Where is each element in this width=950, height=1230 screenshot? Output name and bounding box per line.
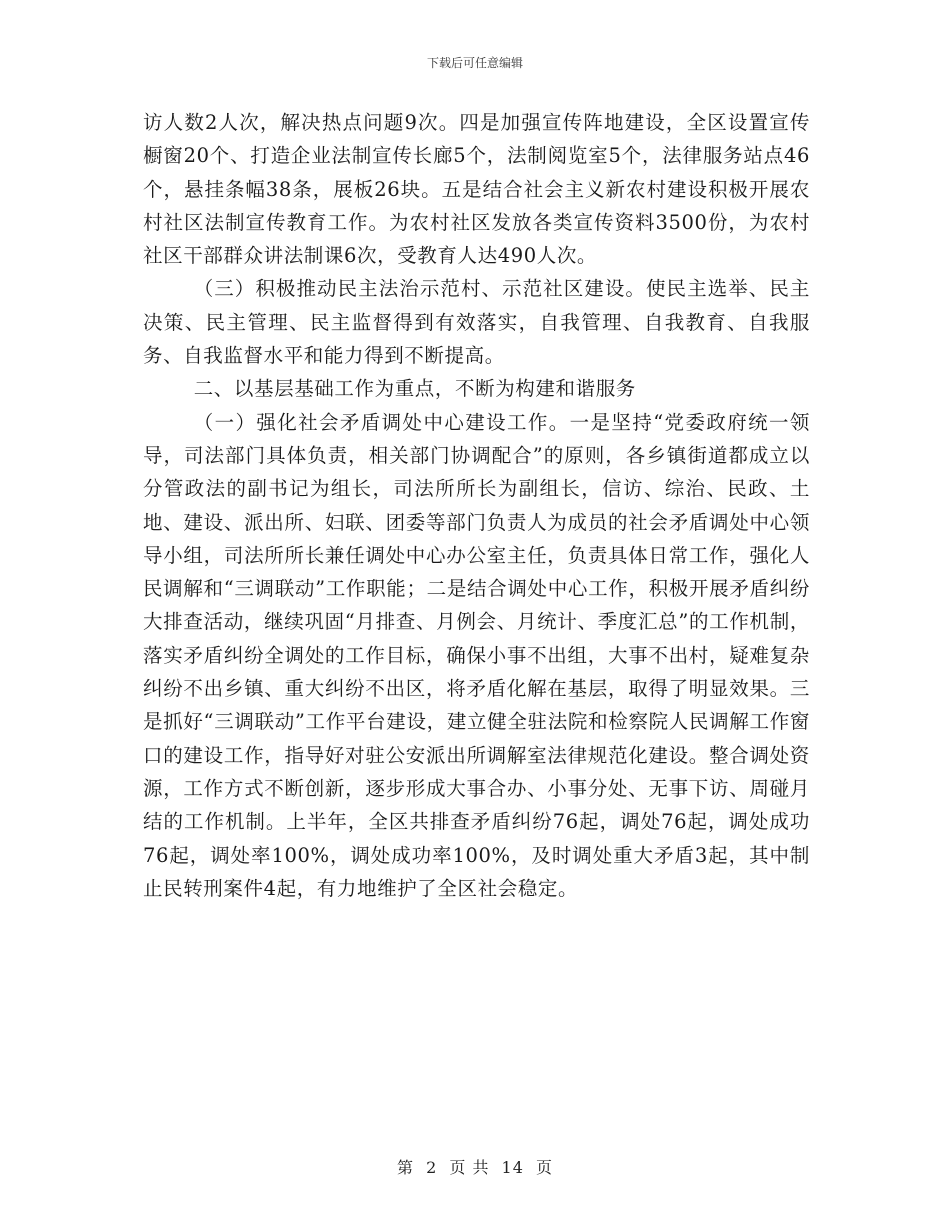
section-heading-2: 二、以基层基础工作为重点，不断为构建和谐服务: [193, 377, 636, 401]
paragraph-continued: 访人数2人次，解决热点问题9次。四是加强宣传阵地建设，全区设置宣传橱窗20个、打造企业法制宣传长廊5个，法制阅览室5个，法律服务站点46个，悬挂条幅38条，展板26块。五是结合社会主义新农村建设积极开展农村社区法制宣传教育工作。为农村社区发放各类宣传资料3500份，为农村社区干部群众讲法制课6次，受教育人达490人次。: [143, 111, 810, 268]
page-header: [0, 54, 950, 71]
paragraph-subsection-1: （一）强化社会矛盾调处中心建设工作。一是坚持“党委政府统一领导，司法部门具体负责，相关部门协调配合”的原则，各乡镇街道都成立以分管政法的副书记为组长，司法所所长为副组长，信访、综治、民政、土地、建设、派出所、妇联、团委等部门负责人为成员的社会矛盾调处中心领导小组，司法所所长兼任调处中心办公室主任，负责具体日常工作，强化人民调解和“三调联动”工作职能；二是结合调处中心工作，积极开展矛盾纠纷大排查活动，继续巩固“月排查、月例会、月统计、季度汇总”的工作机制，落实矛盾纠纷全调处的工作目标，确保小事不出组，大事不出村，疑难复杂纠纷不出乡镇、重大纠纷不出区，将矛盾化解在基层，取得了明显效果。三是抓好“三调联动”工作平台建设，建立健全驻法院和检察院人民调解工作窗口的建设工作，指导好对驻公安派出所调解室法律规范化建设。整合调处资源，工作方式不断创新，逐步形成大事合办、小事分处、无事下访、周碰月结的工作机制。上半年，全区共排查矛盾纠纷76起，调处76起，调处成功76起，调处率100%，调处成功率100%，及时调处重大矛盾3起，其中制止民转刑案件4起，有力地维护了全区社会稳定。: [143, 410, 810, 900]
footer-middle: 页 共: [449, 1158, 490, 1177]
header-text: 下载后可任意编辑: [426, 56, 523, 70]
footer-prefix: 第: [396, 1158, 414, 1177]
document-body: [143, 106, 810, 905]
paragraph-section-3: （三）积极推动民主法治示范村、示范社区建设。使民主选举、民主决策、民主管理、民主监督得到有效落实，自我管理、自我教育、自我服务、自我监督水平和能力得到不断提高。: [143, 277, 810, 368]
page-footer: [0, 1155, 950, 1178]
current-page-number: 2: [426, 1158, 438, 1177]
total-pages-number: 14: [501, 1158, 524, 1177]
footer-suffix: 页: [536, 1158, 554, 1177]
